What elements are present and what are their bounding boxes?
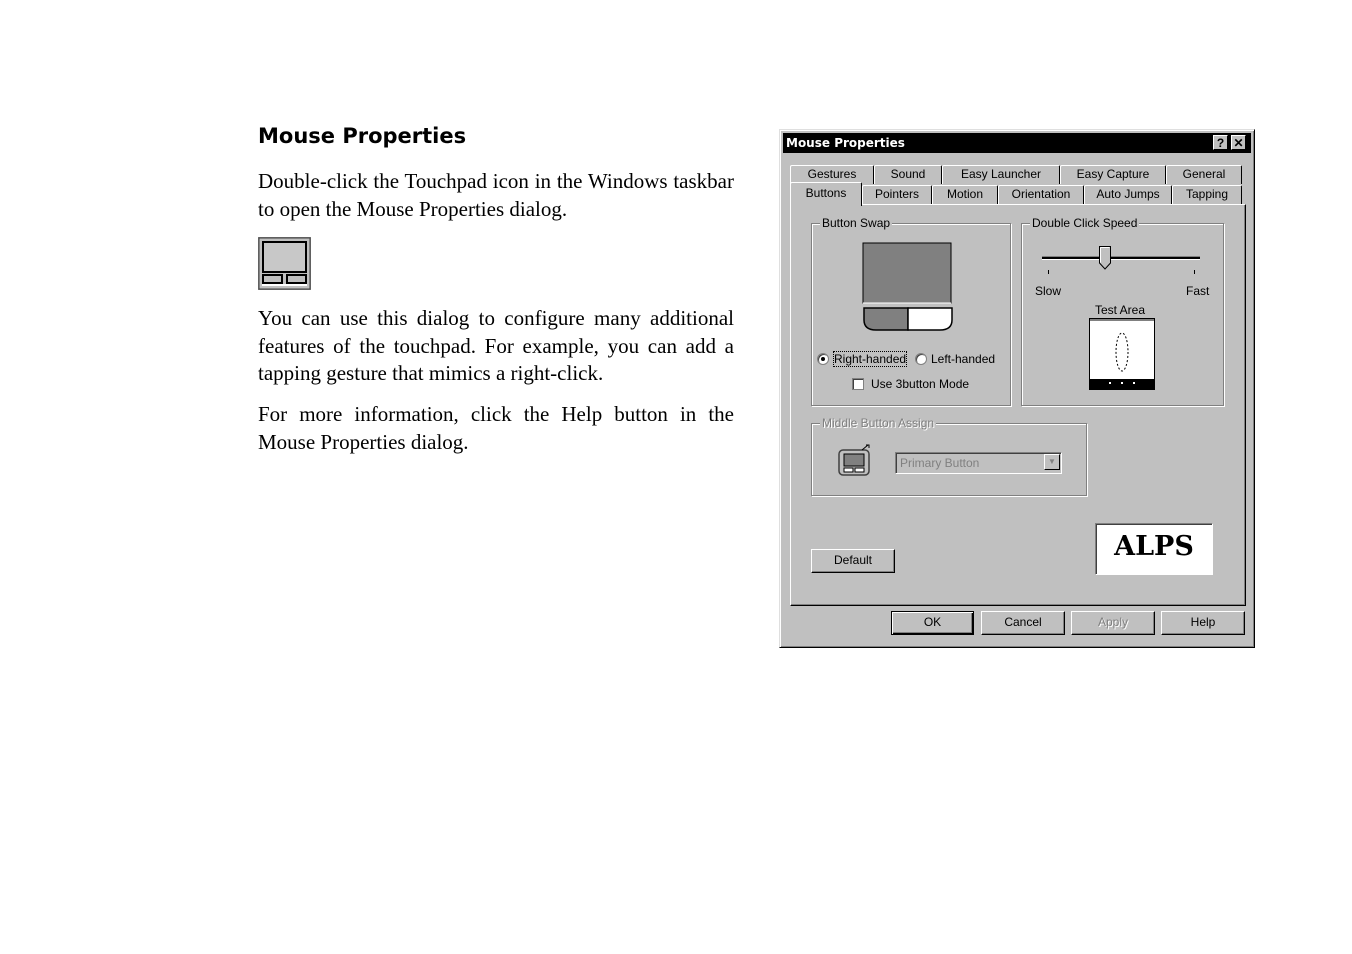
double-click-speed-label: Double Click Speed [1032, 216, 1138, 230]
tab-gestures[interactable]: Gestures [790, 165, 874, 184]
features-paragraph: You can use this dialog to configure many additional features of the touchpad. For example, you can add a tapping gesture that mimics a right-click. [258, 306, 734, 385]
tab-easy-launcher[interactable]: Easy Launcher [942, 165, 1060, 184]
help-paragraph: For more information, click the Help button in the Mouse Properties dialog. [258, 402, 734, 454]
alps-logo: ALPS [1095, 523, 1213, 575]
middle-button-assign-label: Middle Button Assign [822, 416, 935, 430]
default-button-label: Default [833, 553, 873, 567]
three-button-label[interactable]: Use 3button Mode [871, 377, 970, 391]
middle-button-assign-group [811, 416, 1087, 496]
help-icon[interactable]: ? [1213, 135, 1228, 150]
three-button-checkbox[interactable] [852, 378, 864, 390]
tab-general[interactable]: General [1166, 165, 1242, 184]
tab-pointers[interactable]: Pointers [862, 185, 932, 204]
right-handed-label[interactable]: Right-handed [834, 352, 907, 366]
speed-slider-track[interactable] [1042, 256, 1200, 260]
tab-easy-capture[interactable]: Easy Capture [1060, 165, 1166, 184]
tab-orientation[interactable]: Orientation [998, 185, 1084, 204]
cancel-button[interactable]: Cancel [981, 611, 1065, 635]
tab-buttons[interactable]: Buttons [790, 182, 862, 206]
left-handed-radio[interactable] [915, 353, 927, 365]
test-area-box[interactable] [1089, 318, 1155, 390]
test-area-label: Test Area [1095, 303, 1146, 317]
button-swap-group [811, 216, 1011, 406]
touchpad-preview-icon [862, 242, 956, 334]
mouse-device-icon [836, 444, 874, 478]
help-button[interactable]: Help [1161, 611, 1245, 635]
dialog-titlebar[interactable] [783, 133, 1251, 153]
tab-auto-jumps[interactable]: Auto Jumps [1084, 185, 1172, 204]
touchpad-icon [258, 237, 311, 290]
right-handed-radio[interactable] [817, 353, 829, 365]
slider-tick [1194, 270, 1195, 274]
default-button[interactable] [811, 549, 895, 573]
intro-paragraph: Double-click the Touchpad icon in the Windows taskbar to open the Mouse Properties dialog. [258, 169, 734, 221]
apply-button[interactable]: Apply [1071, 611, 1155, 635]
left-handed-label[interactable]: Left-handed [931, 352, 996, 366]
tab-tapping[interactable]: Tapping [1172, 185, 1242, 204]
tab-motion[interactable]: Motion [932, 185, 998, 204]
mouse-properties-dialog [779, 129, 1255, 648]
dialog-title: Mouse Properties [786, 136, 905, 150]
ok-button[interactable]: OK [891, 611, 974, 635]
close-icon[interactable]: ✕ [1231, 135, 1246, 150]
button-swap-label: Button Swap [822, 216, 891, 230]
middle-button-select[interactable] [895, 452, 1062, 474]
middle-button-value: Primary Button [900, 456, 980, 470]
slow-label: Slow [1035, 284, 1062, 298]
speed-slider-thumb[interactable] [1099, 246, 1111, 270]
slider-tick [1048, 270, 1049, 274]
fast-label: Fast [1186, 284, 1210, 298]
buttons-tab-panel [790, 204, 1246, 606]
double-click-speed-group [1021, 216, 1224, 406]
chevron-down-icon[interactable]: ▼ [1044, 454, 1060, 470]
page-heading: Mouse Properties [258, 124, 467, 148]
tab-sound[interactable]: Sound [874, 165, 942, 184]
